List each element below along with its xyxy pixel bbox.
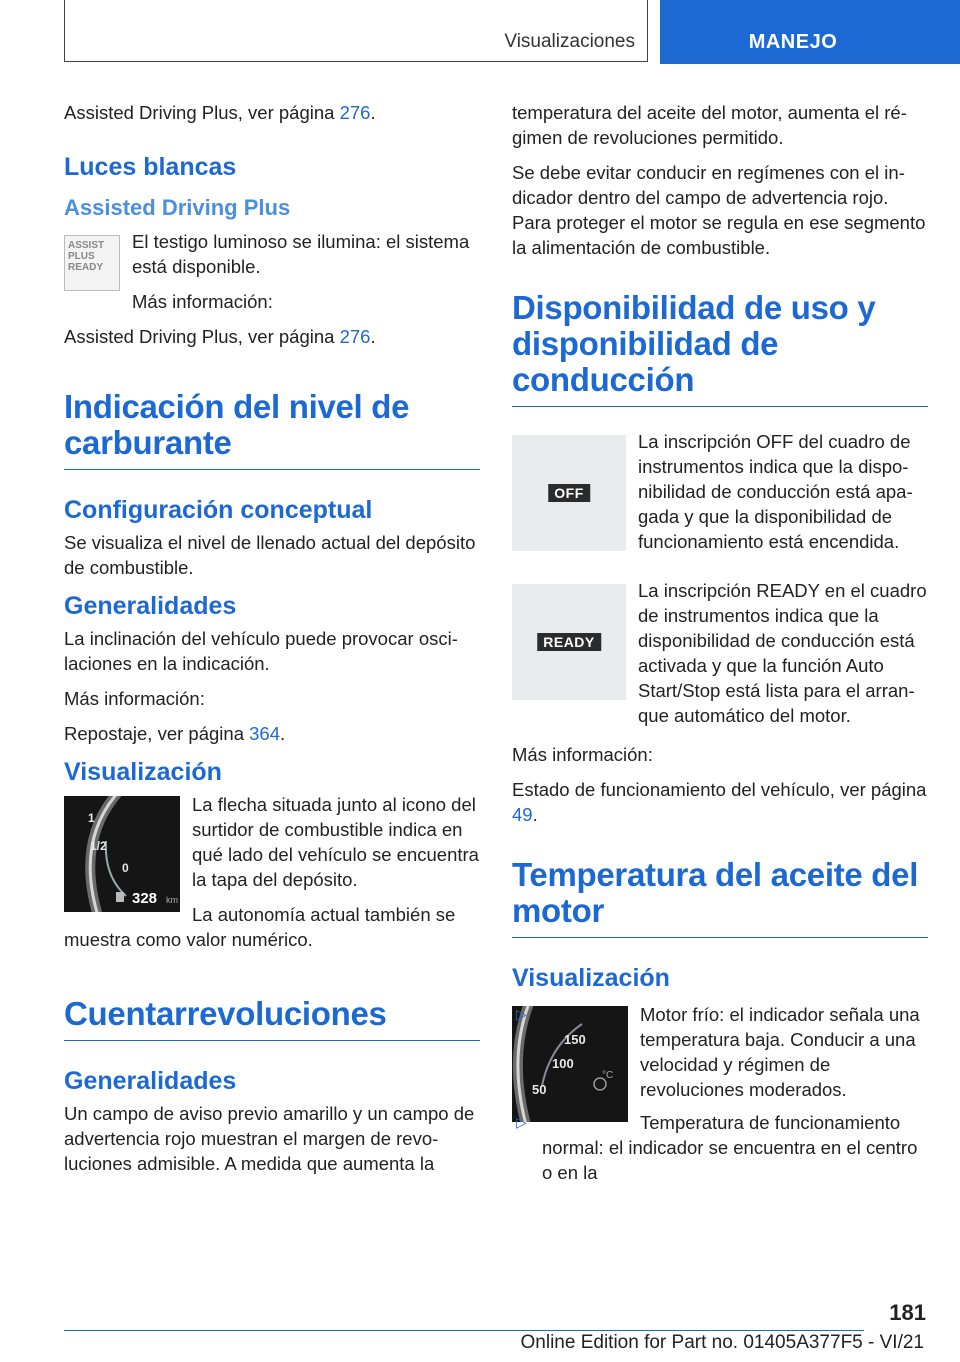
repostaje-paragraph: Repostaje, ver página 364. [64,723,286,744]
ready-block [512,578,928,728]
header-chapter-label: MANEJO [748,31,838,53]
triangle-bullet-icon: ▷ [516,1006,527,1022]
temp-bullet-list [512,1002,928,1185]
ready-label: READY [537,633,601,651]
off-paragraph: La inscripción OFF del cuadro de instrumentos indica que la disponibilidad de conducción está apagada y que la disponibilidad de funcionamiento está encendida. [638,431,913,552]
heading-visualizacion-1: Visualización [64,758,222,786]
off-indicator-image [512,435,626,551]
assist-plus-ready-indicator-icon: ASSIST PLUS READY [64,235,120,291]
ready-paragraph: La inscripción READY en el cuadro de instrumentos indica que la disponibilidad de conducción está activada y que la función Auto Start/Stop está lista para el arranque automático del motor. [638,580,927,726]
heading-configuracion-conceptual: Configuración conceptual [64,496,373,524]
mas-informacion-1: Más información: [64,688,205,709]
oil-tick-150: 150 [564,1032,586,1047]
header-chapter-tab [660,0,960,64]
heading-generalidades-2: Generalidades [64,1067,237,1095]
page-link-276[interactable]: 276 [339,102,371,123]
fuel-range-unit: km [166,895,178,905]
footer-edition: Online Edition for Part no. 01405A377F5 - VI/21 [520,1332,924,1353]
left-column [64,100,480,1186]
estado-paragraph: Estado de funcionamiento del vehículo, ver página 49. [512,779,927,825]
oil-tick-50: 50 [532,1082,547,1097]
intro-paragraph: Assisted Driving Plus, ver página 276. [64,102,376,123]
ready-indicator-image [512,584,626,700]
header-section-title: Visualizaciones [504,31,635,52]
oil-tick-100: 100 [552,1056,574,1071]
triangle-bullet-icon: ▷ [516,1114,527,1130]
heading-generalidades-1: Generalidades [64,592,237,620]
off-block [512,429,928,564]
generalidades-paragraph: La inclinación del vehículo puede provocar oscilaciones en la indicación. [64,628,458,674]
heading-visualizacion-2: Visualización [512,964,670,992]
heading-temperatura-aceite: Temperatura del aceite del motor [512,857,928,938]
oil-temp-unit: °C [602,1070,614,1081]
fuel-tick-half: 1/2 [90,839,107,853]
subheading-assisted-driving-plus: Assisted Driving Plus [64,195,291,220]
continuation-paragraph-2: Se debe evitar conducir en regímenes con el indicador dentro del campo de advertencia rojo. Para proteger el motor se regula en ese segmento la alimentación de combustible. [512,162,926,258]
footer-divider [64,1330,864,1331]
list-item: ▷ Temperatura de funcionamiento normal: el indicador se encuentra en el centro o en la [516,1112,918,1183]
temp-visualization-block [512,1002,928,1193]
fuel-tick-empty: 0 [122,861,129,875]
visualizacion-paragraph-1: La flecha situada junto al icono del surtidor de combustible indica en qué lado del vehículo se encuentra la tapa del depósito. [192,794,479,890]
heading-disponibilidad: Disponibilidad de uso y disponibilidad de conducción [512,290,928,407]
page-number: 181 [889,1300,926,1325]
fuel-gauge-image [64,796,180,912]
heading-cuentarrevoluciones: Cuentarrevoluciones [64,996,480,1041]
right-column [512,100,928,1193]
heading-luces-blancas: Luces blancas [64,153,237,181]
fuel-visualization-block [64,792,480,962]
heading-nivel-carburante: Indicación del nivel de carburante [64,389,480,470]
off-label: OFF [548,484,590,502]
fuel-range-value: 328 [132,890,158,907]
luces-paragraph-3: Assisted Driving Plus, ver página 276. [64,326,376,347]
visualizacion-paragraph-2: La autonomía actual también se muestra como valor numérico. [64,904,456,950]
luces-block [64,229,480,359]
header-section-box [64,0,648,62]
fuel-pump-icon [116,892,124,902]
page-link-276-b[interactable]: 276 [339,326,371,347]
luces-paragraph-1: El testigo luminoso se ilumina: el sistema está disponible. [132,231,470,277]
fuel-tick-full: 1 [88,811,95,825]
config-paragraph: Se visualiza el nivel de llenado actual del depósito de combustible. [64,532,476,578]
mas-informacion-2: Más información: [512,744,653,765]
list-item: ▷ Motor frío: el indicador señala una temperatura baja. Conducir a una velocidad y régimen de revoluciones moderados. [516,1004,920,1100]
cuenta-paragraph: Un campo de aviso previo amarillo y un campo de advertencia rojo muestran el margen de revoluciones admisible. A medida que aumenta la [64,1103,475,1174]
page-link-49[interactable]: 49 [512,804,533,825]
luces-paragraph-2: Más información: [132,291,273,312]
continuation-paragraph-1: temperatura del aceite del motor, aumenta el régimen de revoluciones permitido. [512,102,907,148]
page-link-364[interactable]: 364 [249,723,280,744]
